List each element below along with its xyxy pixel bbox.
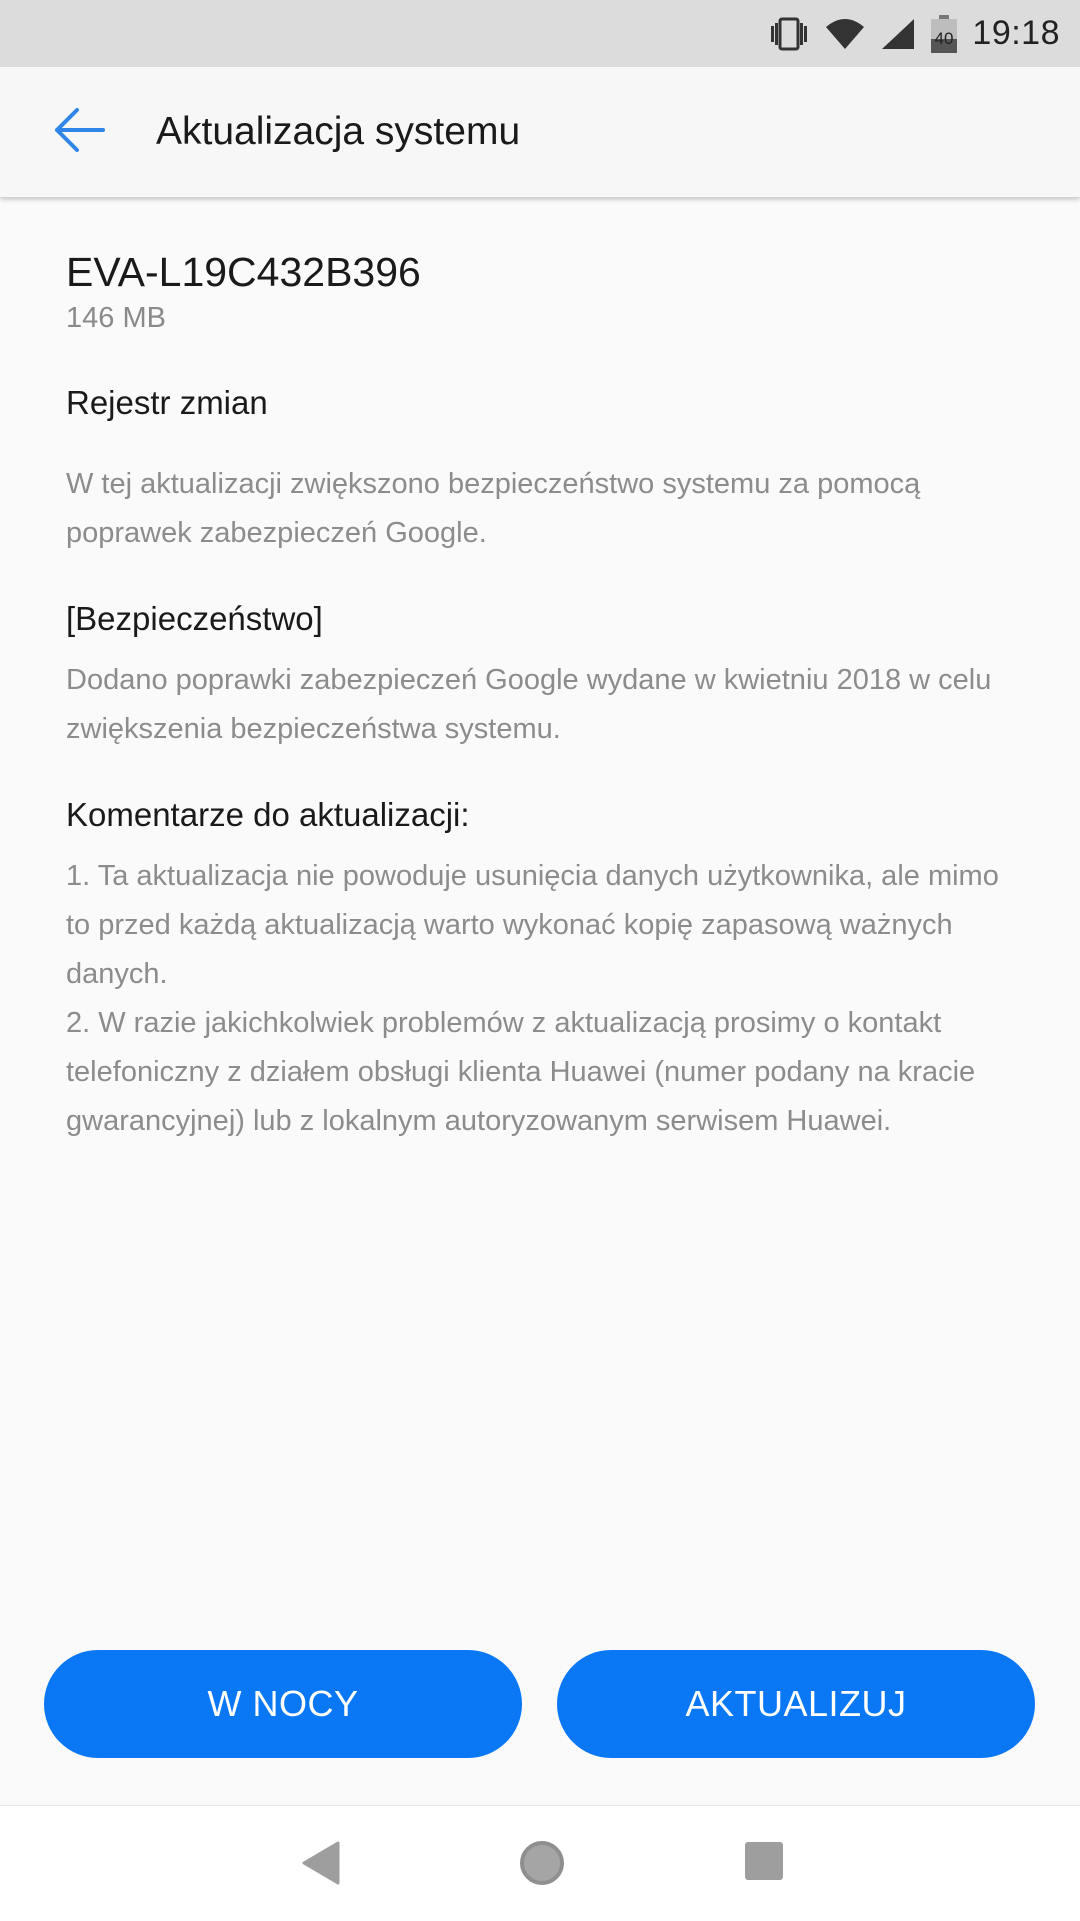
signal-icon [880,17,916,51]
back-button[interactable] [34,97,124,167]
comments-title: Komentarze do aktualizacji: [66,796,470,833]
changelog-intro: W tej aktualizacji zwiększono bezpieczeństwo systemu za pomocą poprawek zabezpieczeń Google. [66,468,921,549]
night-update-button[interactable]: W NOCY [44,1650,522,1758]
home-circle-icon [518,1874,566,1891]
battery-level: 40 [934,28,954,48]
security-title: [Bezpieczeństwo] [66,600,323,637]
security-text: Dodano poprawki zabezpieczeń Google wydane w kwietniu 2018 w celu zwiększenia bezpieczeństwa systemu. [66,664,992,745]
back-triangle-icon [298,1874,342,1891]
status-icons [768,0,1060,67]
comment-item: 2. W razie jakichkolwiek problemów z aktualizacją prosimy o kontakt telefoniczny z działem obsługi klienta Huawei (numer podany na kracie gwarancyjnej) lub z lokalnym autoryzowanym serwisem Huawei. [66,1007,976,1137]
comments-list [66,852,1026,1146]
nav-back-button[interactable] [298,1839,342,1892]
nav-recents-button[interactable] [742,1839,786,1888]
app-bar [0,67,1080,197]
changelog-title: Rejestr zmian [66,384,268,421]
update-size: 146 MB [66,302,166,334]
navigation-bar [0,1805,1080,1921]
arrow-left-icon [53,107,105,158]
comment-item: 1. Ta aktualizacja nie powoduje usunięcia danych użytkownika, ale mimo to przed każdą aktualizacją warto wykonać kopię zapasową ważnych danych. [66,860,999,990]
battery-icon [930,15,958,53]
update-now-button[interactable]: AKTUALIZUJ [557,1650,1035,1758]
vibrate-icon [768,17,810,51]
status-bar [0,0,1080,67]
update-details [66,197,1026,1146]
recents-square-icon [742,1870,786,1887]
status-time: 19:18 [972,14,1060,52]
page-title: Aktualizacja systemu [156,110,521,153]
wifi-icon [824,17,866,51]
update-version: EVA-L19C432B396 [66,249,421,295]
nav-home-button[interactable] [518,1839,566,1892]
